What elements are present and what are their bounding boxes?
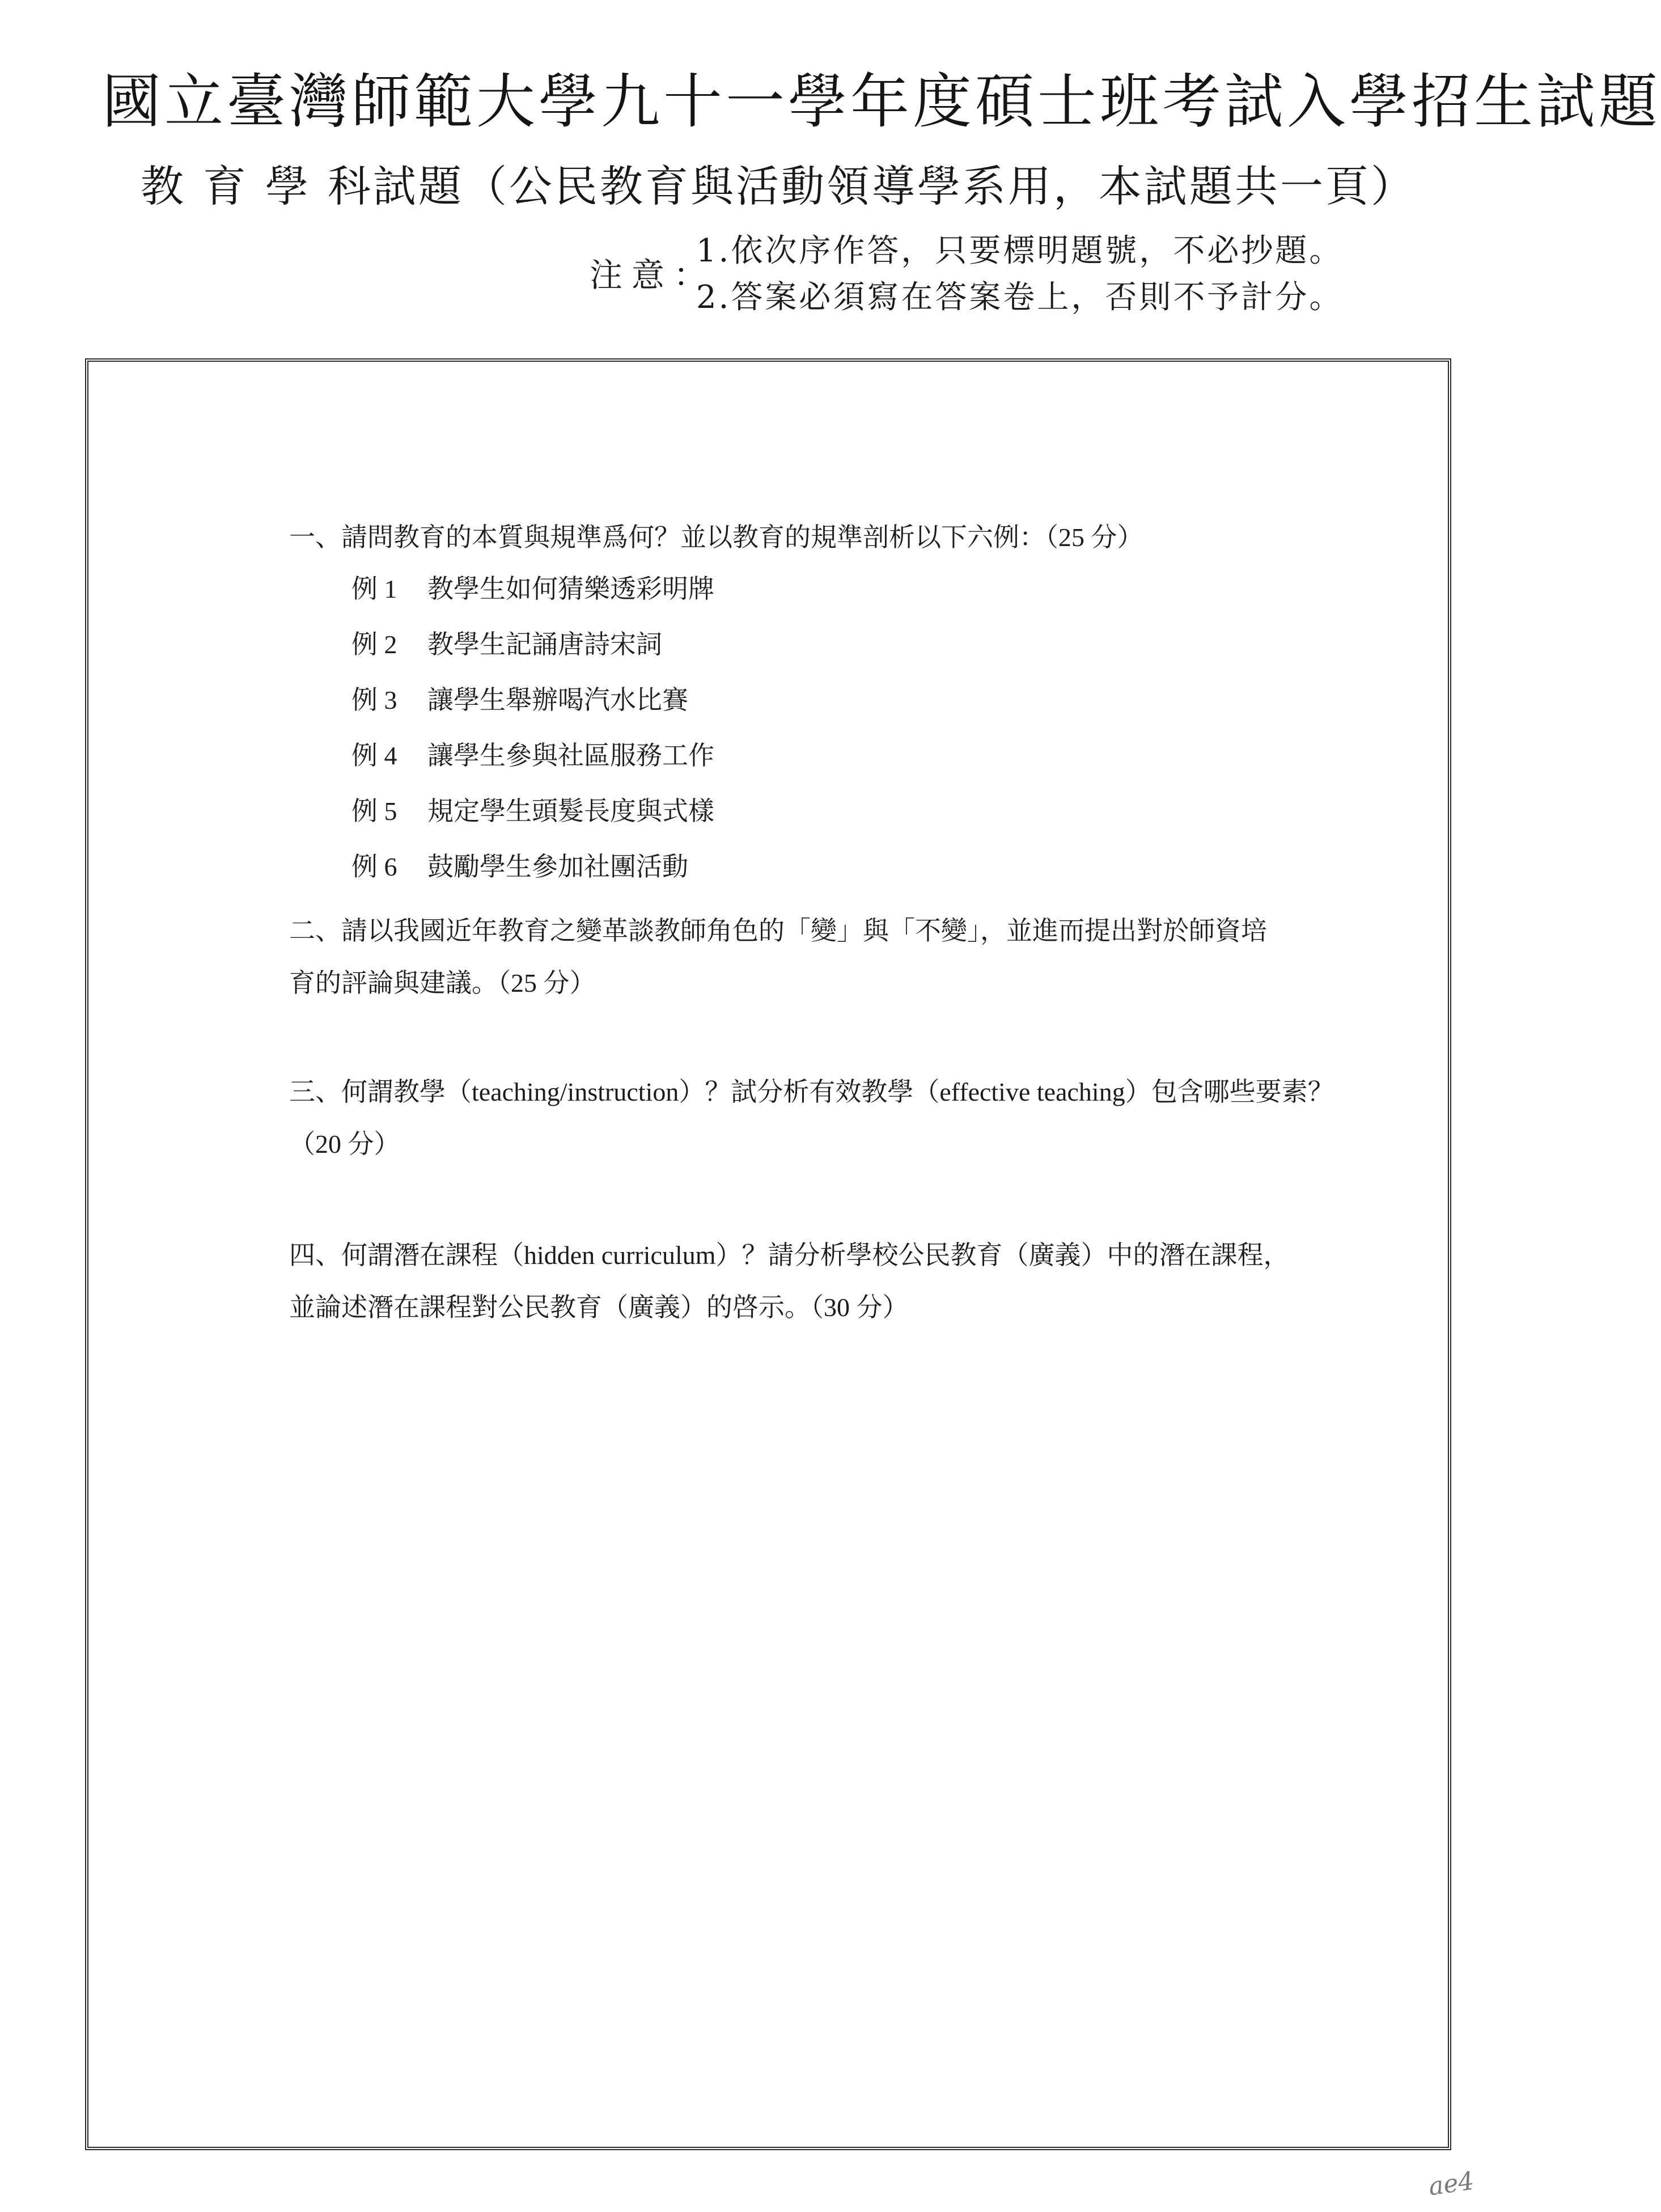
notice-item: 2.答案必須寫在答案卷上，否則不予計分。 — [696, 279, 1344, 316]
example-text: 教學生記誦唐詩宋詞 — [427, 630, 662, 659]
example-text: 規定學生頭髮長度與式樣 — [427, 797, 714, 826]
example-text: 讓學生舉辦喝汽水比賽 — [427, 686, 688, 714]
question-1: 一、請問教育的本質與規準爲何？並以教育的規準剖析以下六例：（25 分） — [289, 523, 1143, 552]
example-label: 例 4 — [351, 741, 397, 770]
example-item — [351, 839, 714, 895]
question-3 — [289, 1066, 1334, 1170]
handwritten-corner-mark: ae4 — [1426, 2166, 1476, 2202]
question-2-line: 育的評論與建議。（25 分） — [289, 968, 596, 997]
example-label: 例 3 — [351, 686, 397, 714]
example-item — [351, 617, 714, 673]
question-4-line: 並論述潛在課程對公民教育（廣義）的啓示。（30 分） — [289, 1293, 909, 1322]
example-item — [351, 561, 714, 617]
example-text: 教學生如何猜樂透彩明牌 — [427, 574, 714, 603]
question-2-line: 二、請以我國近年教育之變革談教師角色的「變」與「不變」，並進而提出對於師資培 — [289, 916, 1267, 945]
example-text: 讓學生參與社區服務工作 — [427, 741, 714, 770]
subtitle-text: 科試題（公民教育與活動領導學系用，本試題共一頁） — [328, 161, 1416, 212]
example-item — [351, 673, 714, 728]
notice-list — [696, 228, 1343, 321]
notice-label: 注意： — [590, 256, 716, 294]
question-2 — [289, 905, 1267, 1009]
example-text: 鼓勵學生參加社團活動 — [427, 852, 688, 881]
exam-title: 國立臺灣師範大學九十一學年度碩士班考試入學招生試題 — [102, 67, 1661, 136]
example-label: 例 5 — [351, 797, 397, 826]
question-4-line: 四、何謂潛在課程（hidden curriculum）？請分析學校公民教育（廣義）中的潛在課程， — [289, 1241, 1290, 1270]
notice-item: 1.依次序作答，只要標明題號，不必抄題。 — [696, 232, 1344, 269]
example-item — [351, 728, 714, 784]
example-label: 例 6 — [351, 852, 397, 881]
example-label: 例 1 — [351, 574, 397, 603]
question-4 — [289, 1229, 1290, 1334]
question-3-line: （20 分） — [289, 1130, 400, 1158]
example-label: 例 2 — [351, 630, 397, 659]
subject-name: 教育學 — [141, 161, 328, 212]
example-item — [351, 784, 714, 839]
question-1-examples — [351, 561, 714, 895]
question-3-line: 三、何謂教學（teaching/instruction）？試分析有效教學（effective teaching）包含哪些要素？ — [289, 1077, 1334, 1106]
